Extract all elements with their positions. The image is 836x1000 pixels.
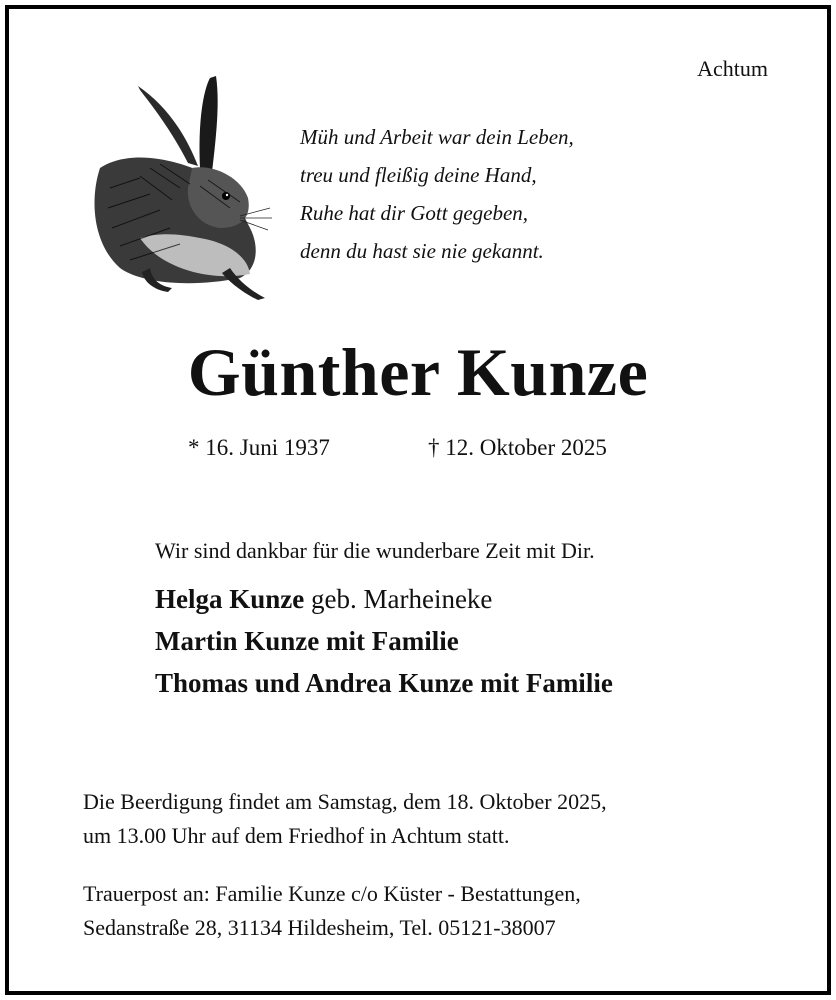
family-line-3 xyxy=(155,668,613,699)
contact-line: Sedanstraße 28, 31134 Hildesheim, Tel. 05121-38007 xyxy=(83,915,556,940)
poem-line: treu und fleißig deine Hand, xyxy=(300,163,537,187)
memorial-poem xyxy=(300,118,574,270)
funeral-notice xyxy=(83,785,607,853)
contact-line: Trauerpost an: Familie Kunze c/o Küster - Bestattungen, xyxy=(83,881,581,906)
funeral-line: um 13.00 Uhr auf dem Friedhof in Achtum statt. xyxy=(83,823,510,848)
contact-info xyxy=(83,877,581,945)
thanks-line: Wir sind dankbar für die wunderbare Zeit mit Dir. xyxy=(155,538,595,563)
family-line-2 xyxy=(155,626,459,657)
poem-line: denn du hast sie nie gekannt. xyxy=(300,239,544,263)
hare-illustration xyxy=(80,68,275,306)
family-name-bold: Helga Kunze xyxy=(155,584,305,614)
family-name-bold: Martin Kunze mit Familie xyxy=(155,626,459,656)
poem-line: Ruhe hat dir Gott gegeben, xyxy=(300,201,529,225)
family-line-1 xyxy=(155,584,492,615)
death-date: † 12. Oktober 2025 xyxy=(428,435,607,460)
place-name: Achtum xyxy=(697,56,768,81)
family-name-bold: Thomas und Andrea Kunze mit Familie xyxy=(155,668,613,698)
poem-line: Müh und Arbeit war dein Leben, xyxy=(300,125,574,149)
family-name-rest: geb. Marheineke xyxy=(304,584,493,614)
funeral-line: Die Beerdigung findet am Samstag, dem 18. Oktober 2025, xyxy=(83,789,607,814)
birth-date: * 16. Juni 1937 xyxy=(188,435,330,460)
deceased-name: Günther Kunze xyxy=(187,334,649,410)
